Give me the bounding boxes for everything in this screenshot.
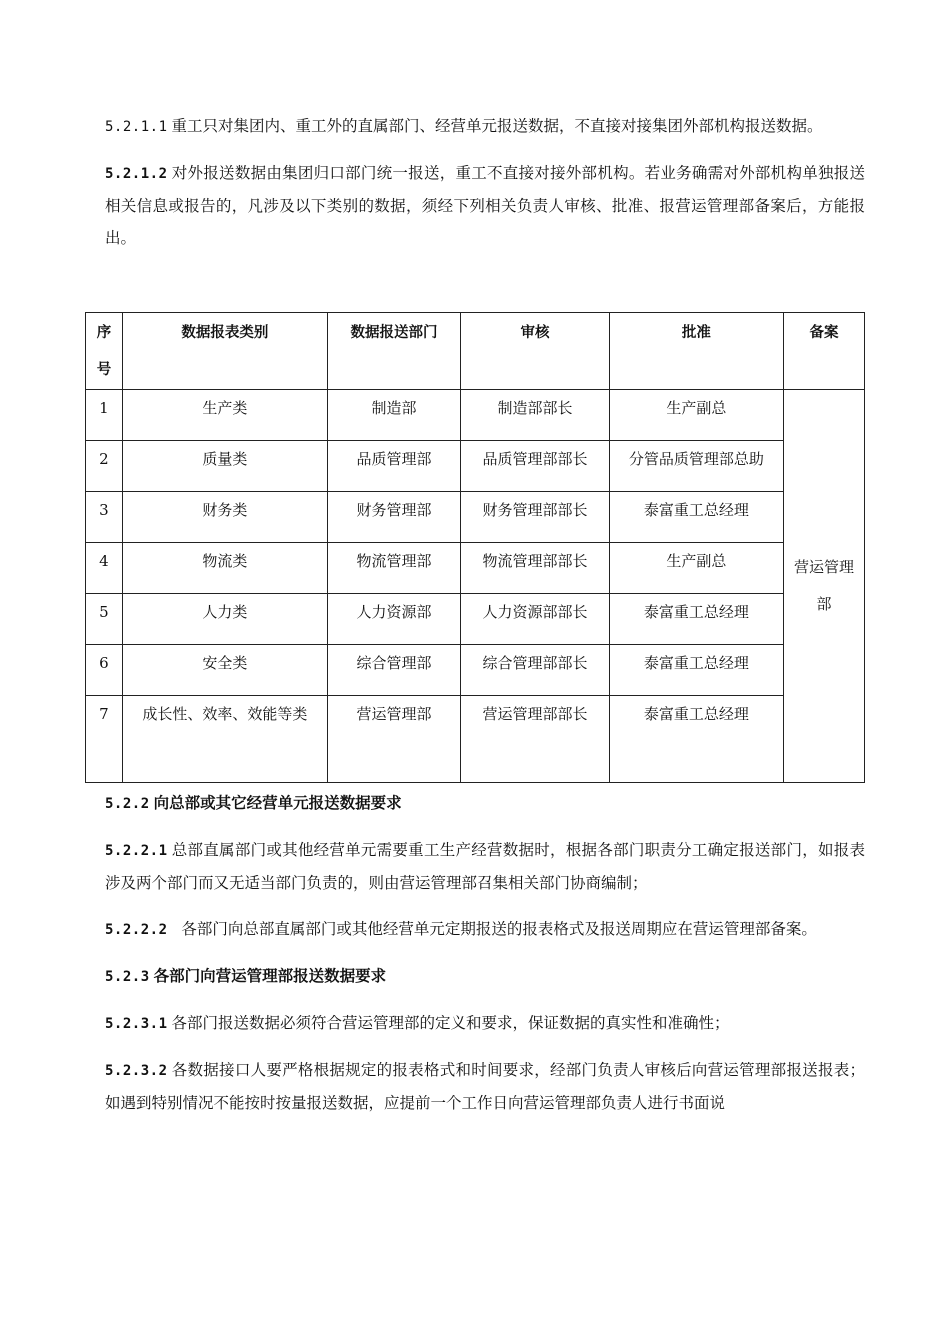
header-dept: 数据报送部门 xyxy=(327,313,460,390)
cell-category: 生产类 xyxy=(122,390,327,441)
cell-review: 财务管理部部长 xyxy=(461,492,610,543)
table-row xyxy=(86,390,865,441)
cell-seq: 1 xyxy=(86,390,123,441)
cell-dept: 营运管理部 xyxy=(327,696,460,783)
cell-approve: 分管品质管理部总助 xyxy=(609,441,783,492)
section-number: 5.2.3 xyxy=(105,969,150,985)
table-row xyxy=(86,594,865,645)
cell-seq: 3 xyxy=(86,492,123,543)
cell-approve: 生产副总 xyxy=(609,390,783,441)
cell-seq: 2 xyxy=(86,441,123,492)
cell-seq: 5 xyxy=(86,594,123,645)
cell-approve: 生产副总 xyxy=(609,543,783,594)
header-review: 审核 xyxy=(461,313,610,390)
cell-dept: 人力资源部 xyxy=(327,594,460,645)
cell-review: 物流管理部部长 xyxy=(461,543,610,594)
cell-approve: 泰富重工总经理 xyxy=(609,645,783,696)
paragraph-5-2-2-1 xyxy=(105,834,865,899)
cell-dept: 综合管理部 xyxy=(327,645,460,696)
cell-review: 人力资源部部长 xyxy=(461,594,610,645)
header-category: 数据报表类别 xyxy=(122,313,327,390)
clause-number: 5.2.1.1 xyxy=(105,119,168,135)
cell-category xyxy=(122,696,327,783)
clause-text: 重工只对集团内、重工外的直属部门、经营单元报送数据，不直接对接集团外部机构报送数据。 xyxy=(171,117,823,135)
clause-number: 5.2.3.1 xyxy=(105,1016,168,1032)
clause-number: 5.2.2.2 xyxy=(105,922,168,938)
section-title: 各部门向营运管理部报送数据要求 xyxy=(153,966,387,985)
section-number: 5.2.2 xyxy=(105,796,150,812)
cell-dept: 制造部 xyxy=(327,390,460,441)
table-row xyxy=(86,441,865,492)
section-title: 向总部或其它经营单元报送数据要求 xyxy=(153,793,402,812)
cell-category: 质量类 xyxy=(122,441,327,492)
cell-review: 品质管理部部长 xyxy=(461,441,610,492)
cell-dept: 品质管理部 xyxy=(327,441,460,492)
cell-seq: 7 xyxy=(86,696,123,783)
cell-review: 综合管理部部长 xyxy=(461,645,610,696)
paragraph-5-2-1-2 xyxy=(105,157,865,254)
cell-category: 物流类 xyxy=(122,543,327,594)
table-row xyxy=(86,696,865,783)
header-approve: 批准 xyxy=(609,313,783,390)
cell-dept: 财务管理部 xyxy=(327,492,460,543)
table-header-row xyxy=(86,313,865,390)
data-report-table xyxy=(85,312,865,783)
cell-review: 制造部部长 xyxy=(461,390,610,441)
clause-text: 各部门报送数据必须符合营运管理部的定义和要求，保证数据的真实性和准确性； xyxy=(171,1014,730,1032)
table-row xyxy=(86,492,865,543)
header-seq: 序号 xyxy=(86,313,123,390)
clause-number: 5.2.1.2 xyxy=(105,166,168,182)
cell-seq: 4 xyxy=(86,543,123,594)
cell-approve: 泰富重工总经理 xyxy=(609,594,783,645)
table-row xyxy=(86,543,865,594)
document-page xyxy=(96,110,865,1133)
clause-text: 对外报送数据由集团归口部门统一报送，重工不直接对接外部机构。若业务确需对外部机构单独报送相关信息或报告的，凡涉及以下类别的数据，须经下列相关负责人审核、批准、报营运管理部备案后，方能报出。 xyxy=(105,164,865,247)
clause-text: 总部直属部门或其他经营单元需要重工生产经营数据时，根据各部门职责分工确定报送部门，如报表涉及两个部门而又无适当部门负责的，则由营运管理部召集相关部门协商编制； xyxy=(105,841,865,892)
table-row xyxy=(86,645,865,696)
cell-category: 财务类 xyxy=(122,492,327,543)
section-heading-5-2-2 xyxy=(105,787,865,820)
cell-dept: 物流管理部 xyxy=(327,543,460,594)
paragraph-5-2-2-2 xyxy=(105,913,865,946)
record-value: 营运管理部 xyxy=(793,558,854,613)
header-record: 备案 xyxy=(784,313,865,390)
clause-text: 各数据接口人要严格根据规定的报表格式和时间要求，经部门负责人审核后向营运管理部报送报表；如遇到特别情况不能按时按量报送数据，应提前一个工作日向营运管理部负责人进行书面说 xyxy=(105,1061,865,1112)
section-heading-5-2-3 xyxy=(105,960,865,993)
paragraph-5-2-3-2 xyxy=(105,1054,865,1119)
cell-approve: 泰富重工总经理 xyxy=(609,492,783,543)
paragraph-5-2-3-1 xyxy=(105,1007,865,1040)
cell-seq: 6 xyxy=(86,645,123,696)
cell-record xyxy=(784,390,865,783)
cell-review: 营运管理部部长 xyxy=(461,696,610,783)
cell-category: 安全类 xyxy=(122,645,327,696)
paragraph-5-2-1-1 xyxy=(105,110,865,143)
cell-category: 人力类 xyxy=(122,594,327,645)
clause-number: 5.2.2.1 xyxy=(105,843,168,859)
clause-number: 5.2.3.2 xyxy=(105,1063,168,1079)
clause-text: 各部门向总部直属部门或其他经营单元定期报送的报表格式及报送周期应在营运管理部备案。 xyxy=(181,920,817,938)
cell-approve: 泰富重工总经理 xyxy=(609,696,783,783)
cell-category-text: 成长性、效率、效能等类 xyxy=(142,705,308,723)
